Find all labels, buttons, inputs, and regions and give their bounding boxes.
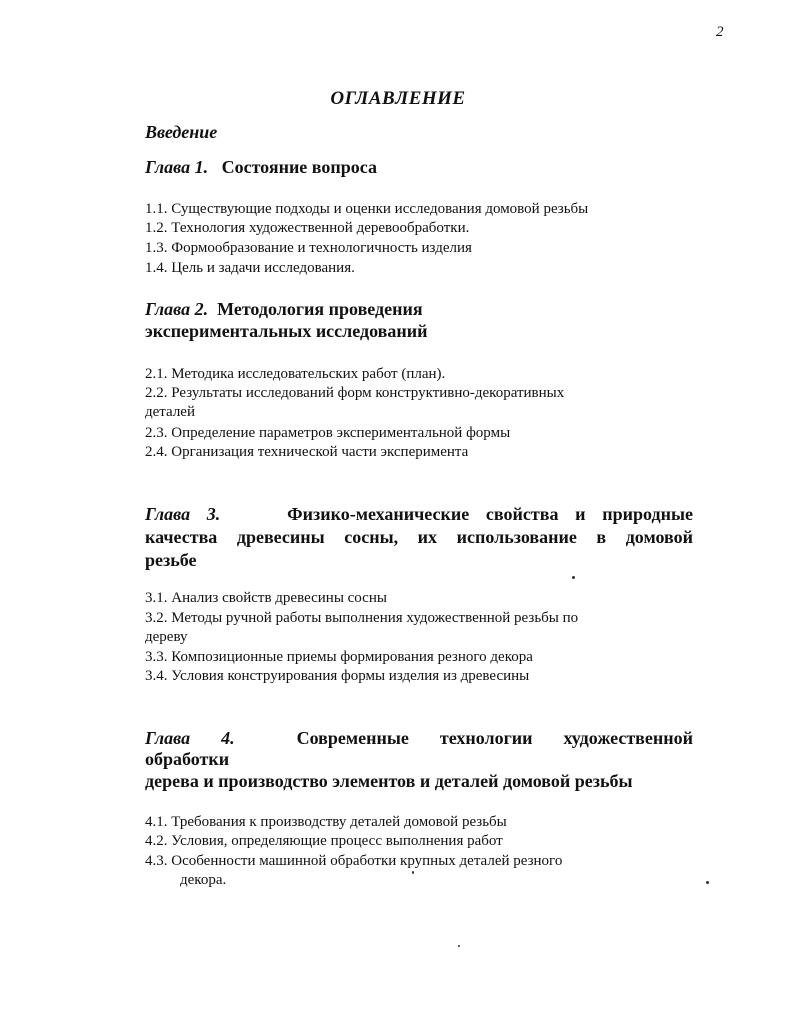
chapter-4-label: Глава 4. (145, 728, 235, 748)
toc-item-1-1: 1.1. Существующие подходы и оценки исследования домовой резьбы (145, 201, 589, 217)
chapter-2-heading (145, 298, 693, 320)
chapter-3-label: Глава 3. (145, 504, 221, 524)
toc-item-1-3: 1.3. Формообразование и технологичность изделия (145, 240, 472, 256)
chapter-4-title-line-3: дерева и производство элементов и деталей домовой резьбы (145, 771, 633, 791)
toc-item-2-4: 2.4. Организация технической части эксперимента (145, 444, 469, 460)
toc-item-4-2: 4.2. Условия, определяющие процесс выполнения работ (145, 833, 503, 849)
scan-speck (458, 945, 460, 947)
chapter-2-title-line-1: Методология проведения (217, 299, 423, 319)
toc-item-2-3: 2.3. Определение параметров экспериментальной формы (145, 425, 511, 441)
chapter-4-title-line-1: Современные технологии художественной (296, 728, 694, 748)
page-number: 2 (716, 24, 724, 40)
toc-item-3-2: 3.2. Методы ручной работы выполнения художественной резьбы по (145, 610, 579, 626)
chapter-3-title-line-1: Физико-механические свойства и природные (287, 504, 694, 524)
toc-item-4-3: 4.3. Особенности машинной обработки крупных деталей резного (145, 853, 563, 869)
chapter-2-label: Глава 2. (145, 299, 209, 319)
chapter-4-title-line-2: обработки (145, 749, 230, 769)
scan-speck (572, 576, 575, 579)
toc-item-3-1: 3.1. Анализ свойств древесины сосны (145, 590, 387, 606)
chapter-1-label: Глава 1. (145, 157, 209, 177)
scan-speck (706, 881, 709, 884)
chapter-3-heading (145, 503, 693, 525)
chapter-3-title-line-2: качества древесины сосны, их использование в домовой (145, 527, 693, 547)
toc-item-2-2: 2.2. Результаты исследований форм конструктивно-декоративных (145, 385, 565, 401)
chapter-2-title-line-2: экспериментальных исследований (145, 321, 428, 341)
toc-item-2-2-cont: деталей (145, 404, 195, 420)
toc-item-3-3: 3.3. Композиционные приемы формирования резного декора (145, 649, 533, 665)
scan-speck (412, 871, 414, 874)
chapter-4-heading (145, 727, 693, 749)
toc-item-4-3-cont: декора. (180, 872, 227, 888)
chapter-3-title-line-3: резьбе (145, 550, 197, 570)
chapter-1-title: Состояние вопроса (221, 157, 377, 177)
toc-item-1-4: 1.4. Цель и задачи исследования. (145, 260, 355, 276)
toc-item-2-1: 2.1. Методика исследовательских работ (план). (145, 366, 446, 382)
intro-heading: Введение (145, 122, 218, 142)
toc-item-3-2-cont: дереву (145, 629, 188, 645)
document-title: ОГЛАВЛЕНИЕ (330, 88, 466, 109)
chapter-1-heading (145, 156, 693, 178)
toc-item-1-2: 1.2. Технология художественной деревообработки. (145, 220, 470, 236)
toc-item-3-4: 3.4. Условия конструирования формы изделия из древесины (145, 668, 530, 684)
toc-item-4-1: 4.1. Требования к производству деталей домовой резьбы (145, 814, 507, 830)
